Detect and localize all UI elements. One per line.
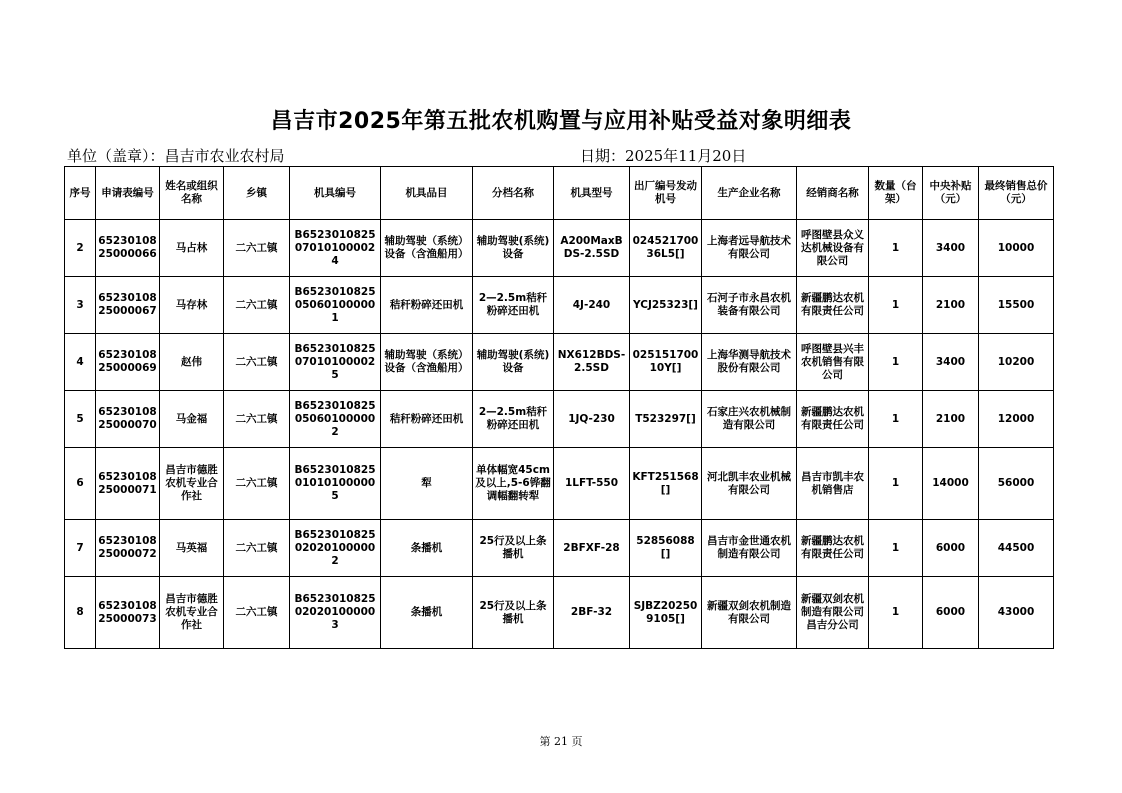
table-cell: 02452170036L5[] [630,220,702,277]
header-cell: 经销商名称 [797,167,869,220]
header-cell: 生产企业名称 [702,167,797,220]
table-cell: B6523010825020201000002 [290,520,381,577]
table-cell: 2—2.5m秸秆粉碎还田机 [473,391,554,448]
table-row [65,220,1054,277]
table-cell: 6000 [923,577,979,649]
table-cell: 3400 [923,334,979,391]
table-cell: SJBZ202509105[] [630,577,702,649]
table-cell: 昌吉市凯丰农机销售店 [797,448,869,520]
header-cell: 申请表编号 [96,167,160,220]
table-cell: 1 [869,220,923,277]
table-cell: 上海华测导航技术股份有限公司 [702,334,797,391]
table-cell: 12000 [979,391,1054,448]
table-cell: 1 [869,391,923,448]
table-cell: 4 [65,334,96,391]
table-cell: 5 [65,391,96,448]
table-cell: 10200 [979,334,1054,391]
table-cell: 辅助驾驶(系统)设备 [473,334,554,391]
table-cell: 秸秆粉碎还田机 [381,277,473,334]
table-cell: 2—2.5m秸秆粉碎还田机 [473,277,554,334]
table-cell: 3400 [923,220,979,277]
table-cell: T523297[] [630,391,702,448]
table-cell: 4J-240 [554,277,630,334]
table-cell: 6523010825000069 [96,334,160,391]
table-cell: 河北凯丰农业机械有限公司 [702,448,797,520]
table-cell: B6523010825070101000024 [290,220,381,277]
header-cell: 中央补贴（元） [923,167,979,220]
table-cell: 1 [869,520,923,577]
table-cell: 6523010825000067 [96,277,160,334]
table-row [65,448,1054,520]
table-cell: 56000 [979,448,1054,520]
table-cell: 7 [65,520,96,577]
table-cell: B6523010825050601000002 [290,391,381,448]
table-cell: 1 [869,448,923,520]
table-cell: 43000 [979,577,1054,649]
table-cell: 6523010825000070 [96,391,160,448]
table-cell: 条播机 [381,520,473,577]
table-row [65,277,1054,334]
table-cell: 二六工镇 [224,334,290,391]
table-row [65,391,1054,448]
date-label: 日期：2025年11月20日 [580,147,747,165]
table-row [65,334,1054,391]
table-cell: 02515170010Y[] [630,334,702,391]
table-cell: 昌吉市金世通农机制造有限公司 [702,520,797,577]
table-cell: 1 [869,277,923,334]
table-cell: 石家庄兴农机械制造有限公司 [702,391,797,448]
table-cell: 呼图壁县兴丰农机销售有限公司 [797,334,869,391]
page-title: 昌吉市2025年第五批农机购置与应用补贴受益对象明细表 [270,109,852,134]
table-cell: YCJ25323[] [630,277,702,334]
table-cell: 昌吉市德胜农机专业合作社 [160,577,224,649]
header-cell: 姓名或组织名称 [160,167,224,220]
table-cell: 10000 [979,220,1054,277]
table-cell: 1LFT-550 [554,448,630,520]
table-cell: 6523010825000066 [96,220,160,277]
header-cell: 最终销售总价（元） [979,167,1054,220]
table-cell: 条播机 [381,577,473,649]
table-cell: B6523010825070101000025 [290,334,381,391]
table-cell: 二六工镇 [224,277,290,334]
table-cell: 辅助驾驶（系统）设备（含渔船用） [381,334,473,391]
table-cell: 44500 [979,520,1054,577]
table-cell: 马占林 [160,220,224,277]
table-cell: 二六工镇 [224,220,290,277]
table-cell: B6523010825050601000001 [290,277,381,334]
table-cell: 6523010825000072 [96,520,160,577]
table-cell: 昌吉市德胜农机专业合作社 [160,448,224,520]
table-cell: B6523010825010101000005 [290,448,381,520]
table-cell: 犁 [381,448,473,520]
table-cell: 14000 [923,448,979,520]
header-cell: 机具编号 [290,167,381,220]
table-cell: 二六工镇 [224,391,290,448]
table-cell: 6523010825000073 [96,577,160,649]
header-cell: 机具型号 [554,167,630,220]
table-cell: 52856088[] [630,520,702,577]
table-cell: 辅助驾驶（系统）设备（含渔船用） [381,220,473,277]
table-row [65,520,1054,577]
table-cell: 二六工镇 [224,448,290,520]
table-cell: 15500 [979,277,1054,334]
table-cell: 马存林 [160,277,224,334]
table-cell: NX612BDS-2.5SD [554,334,630,391]
table-cell: 上海者远导航技术有限公司 [702,220,797,277]
header-cell: 乡镇 [224,167,290,220]
header-cell: 序号 [65,167,96,220]
table-header-row [65,167,1054,220]
table-cell: 8 [65,577,96,649]
table-cell: 马英福 [160,520,224,577]
header-cell: 机具品目 [381,167,473,220]
table-cell: 6523010825000071 [96,448,160,520]
table-cell: 2100 [923,277,979,334]
table-cell: 3 [65,277,96,334]
table-cell: 新疆双剑农机制造有限公司昌吉分公司 [797,577,869,649]
header-cell: 分档名称 [473,167,554,220]
table-cell: 新疆双剑农机制造有限公司 [702,577,797,649]
table-cell: 石河子市永昌农机装备有限公司 [702,277,797,334]
table-cell: 二六工镇 [224,520,290,577]
table-cell: 2 [65,220,96,277]
table-cell: KFT251568[] [630,448,702,520]
table-cell: A200MaxBDS-2.5SD [554,220,630,277]
table-cell: 二六工镇 [224,577,290,649]
table-cell: 25行及以上条播机 [473,520,554,577]
table-cell: 1 [869,577,923,649]
table-cell: 辅助驾驶(系统)设备 [473,220,554,277]
table-cell: 秸秆粉碎还田机 [381,391,473,448]
table-cell: 赵伟 [160,334,224,391]
table-cell: 6000 [923,520,979,577]
table-row [65,577,1054,649]
page-number: 第 21 页 [539,735,583,748]
table-cell: 2BF-32 [554,577,630,649]
table-cell: 2100 [923,391,979,448]
table-cell: 新疆鹏达农机有限责任公司 [797,520,869,577]
table-cell: 1JQ-230 [554,391,630,448]
unit-label: 单位（盖章）：昌吉市农业农村局 [67,147,285,165]
table-cell: 新疆鹏达农机有限责任公司 [797,277,869,334]
table-cell: 2BFXF-28 [554,520,630,577]
subsidy-table [64,166,1054,649]
table-cell: 单体幅宽45cm及以上,5-6铧翻调幅翻转犁 [473,448,554,520]
table-cell: 呼图壁县众义达机械设备有限公司 [797,220,869,277]
table-cell: 马金福 [160,391,224,448]
table-cell: B6523010825020201000003 [290,577,381,649]
table-cell: 1 [869,334,923,391]
header-cell: 数量（台架） [869,167,923,220]
header-cell: 出厂编号发动机号 [630,167,702,220]
table-cell: 新疆鹏达农机有限责任公司 [797,391,869,448]
table-cell: 6 [65,448,96,520]
table-cell: 25行及以上条播机 [473,577,554,649]
